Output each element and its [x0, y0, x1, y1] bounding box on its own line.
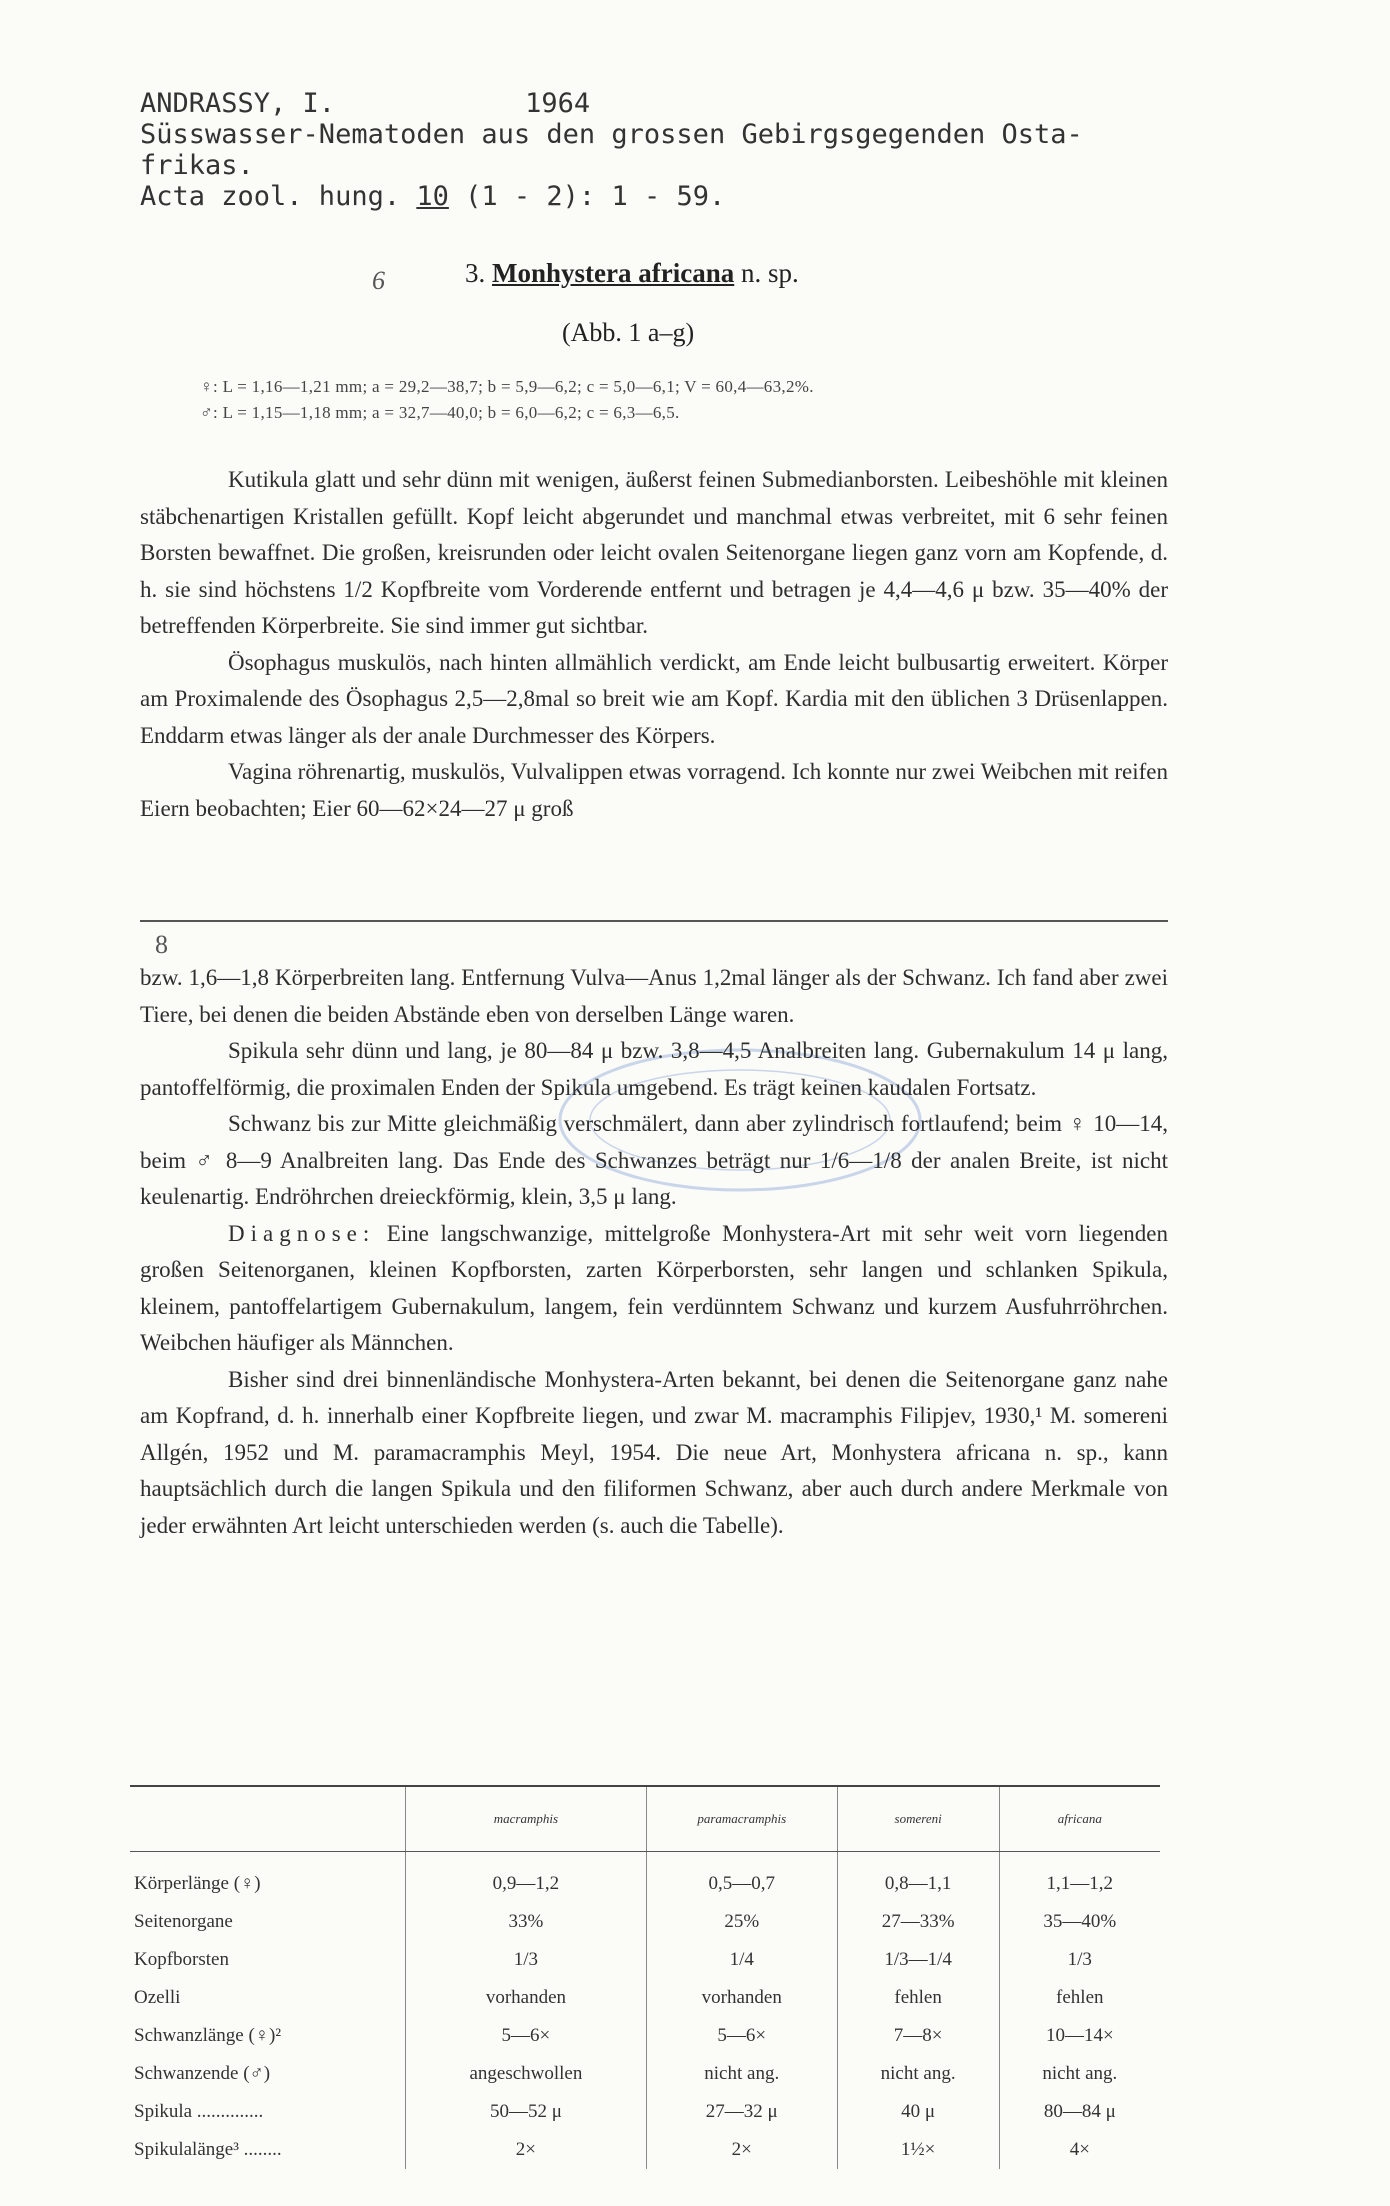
paragraph-diagnosis	[140, 1216, 1168, 1362]
table-cell: 0,8—1,1	[837, 1852, 999, 1904]
species-number: 3.	[465, 258, 486, 288]
table-cell: 50—52 μ	[406, 2093, 647, 2131]
table-header-cell	[130, 1786, 406, 1852]
table-cell: Körperlänge (♀)	[134, 1873, 261, 1894]
diagnosis-label: Diagnose:	[228, 1220, 376, 1246]
table-row	[130, 1903, 1160, 1941]
species-name: Monhystera africana	[492, 258, 735, 288]
table-row	[130, 1852, 1160, 1904]
table-header-cell: africana	[999, 1786, 1160, 1852]
measurements-male: ♂: L = 1,15—1,18 mm; a = 32,7—40,0; b = 6,0—6,2; c = 6,3—6,5.	[200, 403, 680, 422]
description-block-2	[140, 960, 1168, 1544]
table-cell: vorhanden	[406, 1979, 647, 2017]
table-cell: Spikulalänge³ ........	[134, 2139, 282, 2160]
table-row	[130, 2017, 1160, 2055]
paragraph-vagina: Vagina röhrenartig, muskulös, Vulvalippen etwas vorragend. Ich konnte nur zwei Weibchen mit reifen Eiern beobachten; Eier 60—62×24—27 μ groß	[140, 759, 1168, 821]
species-heading	[465, 258, 799, 289]
comparison-table	[130, 1785, 1160, 2169]
table-cell: fehlen	[999, 1979, 1160, 2017]
table-cell: 4×	[999, 2131, 1160, 2169]
table-header-row	[130, 1786, 1160, 1852]
table-header-cell: macramphis	[406, 1786, 647, 1852]
table-cell: nicht ang.	[837, 2055, 999, 2093]
citation-title-line2: frikas.	[140, 150, 254, 181]
table-cell: 0,9—1,2	[406, 1852, 647, 1904]
table-cell: 33%	[406, 1903, 647, 1941]
table-cell: 2×	[646, 2131, 837, 2169]
table-header-cell: paramacramphis	[646, 1786, 837, 1852]
table-cell: 25%	[646, 1903, 837, 1941]
citation-header	[140, 88, 1260, 212]
handwritten-page-mark: 6	[372, 266, 385, 295]
table-cell: Spikula ..............	[134, 2101, 264, 2122]
table-cell: 10—14×	[999, 2017, 1160, 2055]
table-cell: 1/3	[999, 1941, 1160, 1979]
diagnosis-text: Eine langschwanzige, mittelgroße Monhystera-Art mit sehr weit vorn liegenden großen Seitenorganen, kleinen Kopfborsten, zarten Körperborsten, sehr langen und schlanken Spikula, kleinem, pantoffelartigem Gubernakulum, langem, fein verdünntem Schwanz und kurzem Ausfuhrröhrchen. Weibchen häufiger als Männchen.	[140, 1220, 1168, 1355]
table-cell: 35—40%	[999, 1903, 1160, 1941]
table-cell: 0,5—0,7	[646, 1852, 837, 1904]
paragraph-comparison: Bisher sind drei binnenländische Monhystera-Arten bekannt, bei denen die Seitenorgane ganz nahe am Kopfrand, d. h. innerhalb einer Kopfbreite liegen, und zwar M. macramphis Filipjev, 1930,¹ M. somereni Allgén, 1952 und M. paramacramphis Meyl, 1954. Die neue Art, Monhystera africana n. sp., kann hauptsächlich durch die langen Spikula und den filiformen Schwanz, aber auch durch andere Merkmale von jeder erwähnten Art leicht unterschieden werden (s. auch die Tabelle).	[140, 1366, 1168, 1538]
table-cell: 1/4	[646, 1941, 837, 1979]
citation-volume: 10	[416, 181, 449, 212]
table-cell: Schwanzende (♂)	[134, 2063, 271, 2084]
table-cell: 1,1—1,2	[999, 1852, 1160, 1904]
table-cell: vorhanden	[646, 1979, 837, 2017]
page-break-divider	[140, 920, 1168, 922]
paragraph-tail: Schwanz bis zur Mitte gleichmäßig verschmälert, dann aber zylindrisch fortlaufend; beim ♀ 10—14, beim ♂ 8—9 Analbreiten lang. Das Ende des Schwanzes beträgt nur 1/6—1/8 der analen Breite, ist nicht keulenartig. Endröhrchen dreieckförmig, klein, 3,5 μ lang.	[140, 1111, 1168, 1209]
table-cell: 1/3—1/4	[837, 1941, 999, 1979]
table-cell: Schwanzlänge (♀)²	[134, 2025, 282, 2046]
table-cell: Seitenorgane	[134, 1911, 233, 1932]
table-cell: 5—6×	[406, 2017, 647, 2055]
table-cell: nicht ang.	[646, 2055, 837, 2093]
table-cell: Ozelli	[134, 1987, 181, 2008]
table-cell: Kopfborsten	[134, 1949, 229, 1970]
citation-issue-pages: (1 - 2): 1 - 59.	[465, 181, 726, 212]
table-cell: 27—32 μ	[646, 2093, 837, 2131]
table-header-cell: somereni	[837, 1786, 999, 1852]
table-cell: 1/3	[406, 1941, 647, 1979]
table-row	[130, 2055, 1160, 2093]
table-cell: 2×	[406, 2131, 647, 2169]
figure-reference: (Abb. 1 a–g)	[562, 318, 695, 347]
table-cell: angeschwollen	[406, 2055, 647, 2093]
table-cell: 27—33%	[837, 1903, 999, 1941]
citation-journal: Acta zool. hung.	[140, 181, 401, 212]
table-row	[130, 2131, 1160, 2169]
paragraph-spicula: Spikula sehr dünn und lang, je 80—84 μ bzw. 3,8—4,5 Analbreiten lang. Gubernakulum 14 μ lang, pantoffelförmig, die proximalen Enden der Spikula umgebend. Es trägt keinen kaudalen Fortsatz.	[140, 1038, 1168, 1100]
table-cell: 40 μ	[837, 2093, 999, 2131]
citation-title-line1: Süsswasser-Nematoden aus den grossen Gebirgsgegenden Osta-	[140, 119, 1083, 150]
handwritten-margin-mark: 8	[155, 930, 168, 959]
paragraph-egg-size: bzw. 1,6—1,8 Körperbreiten lang. Entfernung Vulva—Anus 1,2mal länger als der Schwanz. Ich fand aber zwei Tiere, bei denen die beiden Abstände eben von derselben Länge waren.	[140, 965, 1168, 1027]
table-cell: 80—84 μ	[999, 2093, 1160, 2131]
paragraph-oesophagus: Ösophagus muskulös, nach hinten allmählich verdickt, am Ende leicht bulbusartig erweitert. Körper am Proximalende des Ösophagus 2,5—2,8mal so breit wie am Kopf. Kardia mit den üblichen 3 Drüsenlappen. Enddarm etwas länger als der anale Durchmesser des Körpers.	[140, 649, 1168, 748]
description-block-1	[140, 462, 1168, 827]
table-row	[130, 1941, 1160, 1979]
species-suffix: n. sp.	[740, 258, 799, 288]
paragraph-cuticle: Kutikula glatt und sehr dünn mit wenigen, äußerst feinen Submedianborsten. Leibeshöhle mit kleinen stäbchenartigen Kristallen gefüllt. Kopf leicht abgerundet und manchmal etwas verbreitet, mit 6 sehr feinen Borsten bewaffnet. Die großen, kreisrunden oder leicht ovalen Seitenorgane liegen ganz vorn am Kopfende, d. h. sie sind höchstens 1/2 Kopfbreite vom Vorderende entfernt und betragen je 4,4—4,6 μ bzw. 35—40% der betreffenden Körperbreite. Sie sind immer gut sichtbar.	[140, 467, 1168, 638]
measurements-female: ♀: L = 1,16—1,21 mm; a = 29,2—38,7; b = 5,9—6,2; c = 5,0—6,1; V = 60,4—63,2%.	[200, 377, 814, 396]
table-cell: nicht ang.	[999, 2055, 1160, 2093]
table-cell: 1½×	[837, 2131, 999, 2169]
table-cell: 5—6×	[646, 2017, 837, 2055]
table-row	[130, 2093, 1160, 2131]
citation-year: 1964	[525, 88, 591, 119]
table-cell: fehlen	[837, 1979, 999, 2017]
table-cell: 7—8×	[837, 2017, 999, 2055]
citation-author: ANDRASSY, I.	[140, 88, 336, 119]
table-row	[130, 1979, 1160, 2017]
